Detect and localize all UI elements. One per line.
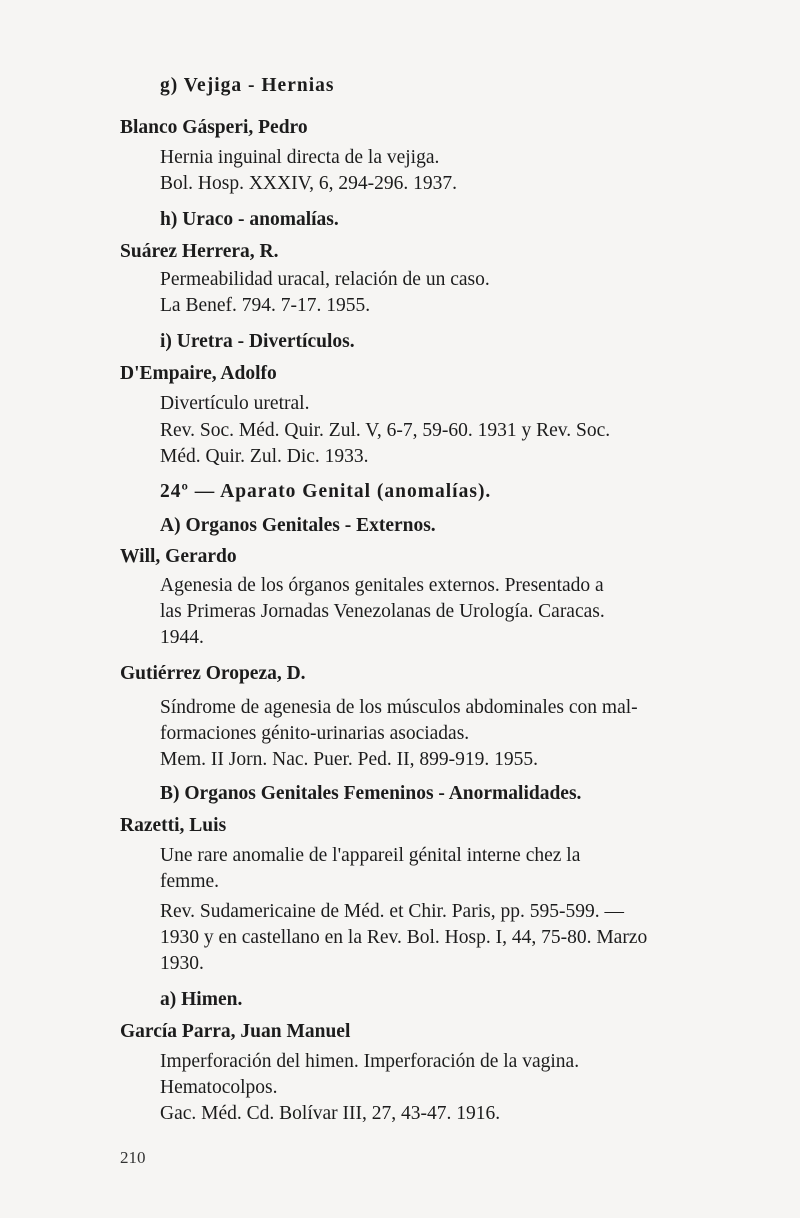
- entry-line: 1944.: [160, 627, 204, 648]
- entry-line: Imperforación del himen. Imperforación de la vagina.: [160, 1051, 580, 1072]
- entry-line: las Primeras Jornadas Venezolanas de Urología. Caracas.: [160, 601, 605, 622]
- entry-line: Une rare anomalie de l'appareil génital interne chez la: [160, 845, 581, 866]
- entry-line: Agenesia de los órganos genitales externos. Presentado a: [160, 575, 604, 596]
- entry-line: Hematocolpos.: [160, 1077, 278, 1098]
- author-name: Will, Gerardo: [120, 546, 237, 567]
- section-heading-uretra: i) Uretra - Divertículos.: [160, 331, 355, 352]
- entry-line: Bol. Hosp. XXXIV, 6, 294-296. 1937.: [160, 173, 458, 194]
- entry-line: Síndrome de agenesia de los músculos abdominales con mal-: [160, 697, 638, 718]
- section-heading-himen: a) Himen.: [160, 989, 243, 1010]
- chapter-heading-aparato-genital: 24º — Aparato Genital (anomalías).: [160, 481, 492, 502]
- author-name: Razetti, Luis: [120, 815, 227, 836]
- entry-line: Mem. II Jorn. Nac. Puer. Ped. II, 899-919. 1955.: [160, 749, 539, 770]
- entry-line: femme.: [160, 871, 220, 892]
- entry-line: Rev. Sudamericaine de Méd. et Chir. Paris, pp. 595-599. —: [160, 901, 624, 922]
- author-name: D'Empaire, Adolfo: [120, 363, 277, 384]
- entry-line: 1930.: [160, 953, 204, 974]
- entry-line: Permeabilidad uracal, relación de un caso.: [160, 269, 490, 290]
- entry-line: Méd. Quir. Zul. Dic. 1933.: [160, 446, 369, 467]
- entry-line: Rev. Soc. Méd. Quir. Zul. V, 6-7, 59-60. 1931 y Rev. Soc.: [160, 420, 611, 441]
- entry-line: La Benef. 794. 7-17. 1955.: [160, 295, 371, 316]
- author-name: Suárez Herrera, R.: [120, 241, 279, 262]
- author-name: García Parra, Juan Manuel: [120, 1021, 351, 1042]
- section-heading-uraco: h) Uraco - anomalías.: [160, 209, 339, 230]
- entry-line: formaciones génito-urinarias asociadas.: [160, 723, 470, 744]
- page-number: 210: [120, 1148, 146, 1167]
- author-name: Gutiérrez Oropeza, D.: [120, 663, 306, 684]
- entry-line: Gac. Méd. Cd. Bolívar III, 27, 43-47. 1916.: [160, 1103, 501, 1124]
- entry-line: Divertículo uretral.: [160, 393, 310, 414]
- entry-line: Hernia inguinal directa de la vejiga.: [160, 147, 440, 168]
- entry-line: 1930 y en castellano en la Rev. Bol. Hosp. I, 44, 75-80. Marzo: [160, 927, 648, 948]
- author-name: Blanco Gásperi, Pedro: [120, 117, 308, 138]
- section-heading-organos-externos: A) Organos Genitales - Externos.: [160, 515, 436, 536]
- section-heading-organos-femeninos: B) Organos Genitales Femeninos - Anormalidades.: [160, 783, 582, 804]
- section-heading-vejiga-hernias: g) Vejiga - Hernias: [160, 75, 335, 96]
